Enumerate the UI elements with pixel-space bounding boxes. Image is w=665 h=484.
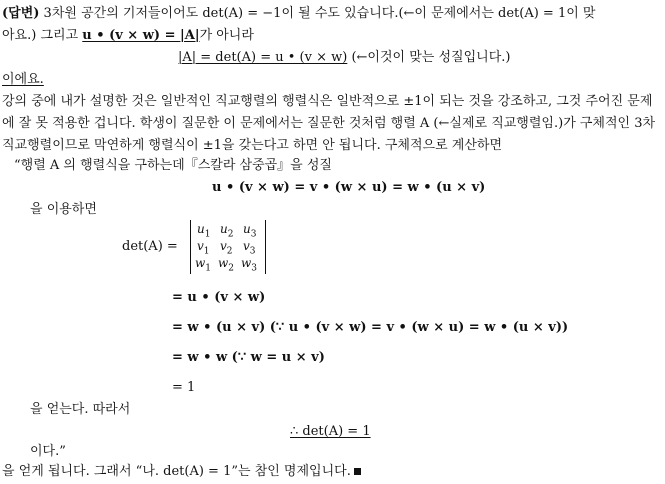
answer-line-2-tail: 가 아니라: [199, 28, 254, 43]
det-label: det(A) =: [122, 239, 178, 254]
paragraph-line-3: 직교행렬이므로 막연하게 행렬식이 ±1을 갖는다고 하면 안 됩니다. 구체적으로 계산하면: [2, 138, 503, 153]
answer-line-1: [2, 6, 595, 22]
matrix-entry: $v_2$: [220, 239, 233, 257]
conclusion: ∴ det(A) = 1: [290, 424, 371, 439]
qed-square-icon: [354, 468, 361, 475]
derivation-step-3: = w • w (∵ w = u × v): [172, 350, 325, 365]
answer-line-1-text: 3차원 공간의 기저들이어도 det(A) = −1이 될 수도 있습니다.(←이 문제에서는 det(A) = 1이 맞: [39, 6, 596, 21]
matrix-entry: $w_3$: [241, 256, 258, 274]
matrix-entry: $v_1$: [197, 239, 210, 257]
matrix-entry: $u_1$: [197, 222, 211, 240]
answer-line-3: [178, 50, 510, 66]
derivation-step-4: = 1: [172, 380, 196, 395]
determinant-matrix: [190, 220, 266, 274]
matrix-entry: $u_2$: [220, 222, 234, 240]
answer-line-2: [2, 28, 254, 44]
answer-line-3-note: (←이것이 맞는 성질입니다.): [347, 50, 511, 65]
final-line: [2, 464, 361, 480]
use-text: 을 이용하면: [30, 202, 97, 217]
derivation-step-1: = u • (v × w): [172, 290, 266, 305]
answer-tag: (답변): [2, 6, 40, 21]
derivation-step-2: = w • (u × v) (∵ u • (v × w) = v • (w × u) = w • (u × v)): [172, 320, 569, 335]
end-quote: 이다.”: [30, 444, 66, 459]
obtain-text: 을 얻는다. 따라서: [30, 402, 131, 417]
matrix-entry: $w_1$: [195, 256, 212, 274]
answer-line-4: 이에요.: [2, 72, 44, 87]
matrix-entry: $w_2$: [218, 256, 235, 274]
final-line-text: 을 얻게 됩니다. 그래서 “나. det(A) = 1”는 참인 명제입니다.: [2, 464, 351, 479]
correct-identity: |A| = det(A) = u • (v × w): [178, 50, 348, 65]
matrix-entry: $v_3$: [243, 239, 256, 257]
matrix-entry: $u_3$: [243, 222, 257, 240]
triple-product-identity: u • (v × w) = v • (w × u) = w • (u × v): [212, 180, 486, 195]
wrong-identity: u • (v × w) = |A|: [82, 28, 200, 43]
answer-line-2-text: 아요.) 그리고: [2, 28, 83, 43]
paragraph-line-2: 에 잘 못 적용한 겁니다. 학생이 질문한 이 문제에서는 질문한 것처럼 행렬 A (←실제로 직교행렬임.)가 구체적인 3차: [2, 116, 656, 131]
quote-intro: “행렬 A 의 행렬식을 구하는데『스칼라 삼중곱』을 성질: [14, 158, 332, 173]
paragraph-line-1: 강의 중에 내가 설명한 것은 일반적인 직교행렬의 행렬식은 일반적으로 ±1이 되는 것을 강조하고, 그것 주어진 문제: [2, 94, 653, 109]
